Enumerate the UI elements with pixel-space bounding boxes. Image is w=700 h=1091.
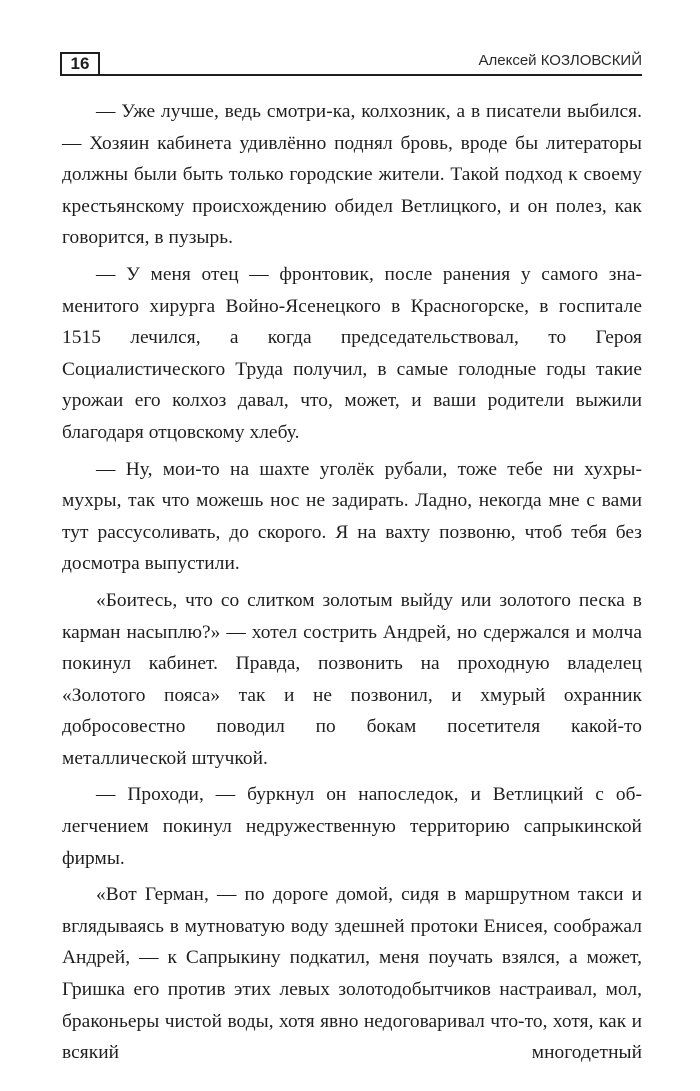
body-text xyxy=(62,96,642,1069)
page-number: 16 xyxy=(60,52,100,76)
paragraph: — Уже лучше, ведь смотри-ка, колхозник, а в писатели выбился. — Хозяин кабинета удивлённо поднял бровь, вроде бы литераторы должны были быть только городские жители. Такой подход к своему крестьянскому происхождению обидел Ветлицкого, и он полез, как говорится, в пузырь. xyxy=(62,101,642,249)
paragraph: — Ну, мои-то на шахте уголёк рубали, тоже тебе ни хухры-мухры, так что можешь нос не задирать. Ладно, некогда мне с вами тут рассусоливать, до скорого. Я на вахту позвоню, чтоб тебя без досмотра выпустили. xyxy=(62,458,642,575)
paragraph: «Боитесь, что со слитком золотым выйду или золотого песка в карман насыплю?» — хотел сострить Андрей, но сдержался и молча покинул кабинет. Правда, позвонить на проходную владелец «Золотого пояса» так и не позвонил, и хмурый охранник добросовестно поводил по бокам посетителя какой-то металлической штучкой. xyxy=(62,589,642,769)
page-header xyxy=(60,52,642,78)
paragraph: — У меня отец — фронтовик, после ранения у самого знаменитого хирурга Войно-Ясенецкого в Красногорске, в госпитале 1515 лечился, а когда председательствовал, то Героя Социалистического Труда получил, в самые голодные годы такие урожаи его колхоз давал, что, может, и ваши родители выжили благодаря отцовскому хлебу. xyxy=(62,263,642,443)
header-rule xyxy=(100,74,642,76)
paragraph: — Проходи, — буркнул он напоследок, и Ветлицкий с облегчением покинул недружественную территорию сапрыкинской фирмы. xyxy=(62,784,642,869)
paragraph: «Вот Герман, — по дороге домой, сидя в маршрутном такси и вглядываясь в мутноватую воду здешней протоки Енисея, соображал Андрей, — к Сапрыкину подкатил, меня поучать взялся, а может, Гришка его против этих левых золотодобытчиков настраивал, мол, браконьеры чистой воды, хотя явно недоговаривал что-то, хотя, как и всякий многодетный xyxy=(62,884,642,1064)
running-head-author: Алексей КОЗЛОВСКИЙ xyxy=(478,52,642,69)
